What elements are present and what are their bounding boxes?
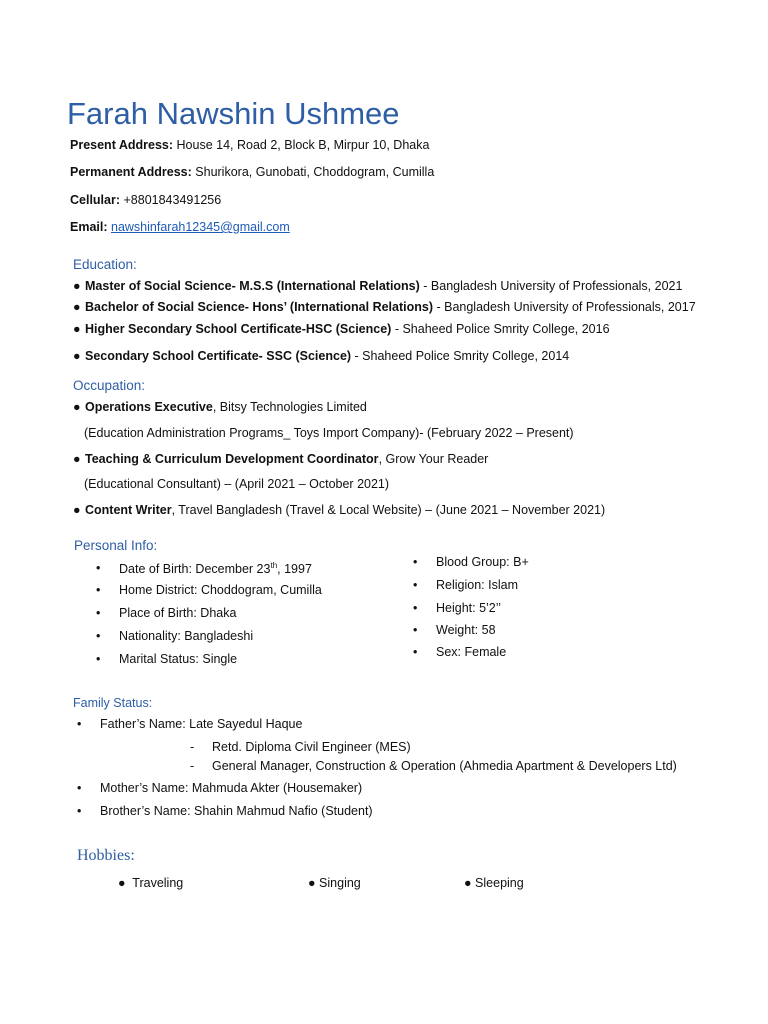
list-bullet-icon: • [413,555,418,569]
personal-info-item: Marital Status: Single [119,652,238,666]
email [70,220,290,234]
occupation-role: Teaching & Curriculum Development Coordinator [85,452,379,466]
education-detail: - Bangladesh University of Professionals, 2021 [419,279,683,293]
list-bullet-icon: • [413,578,418,592]
personal-dob [119,561,312,576]
bullet-icon: ● [73,279,81,293]
list-bullet-icon: • [413,645,418,659]
dob-suffix-sup: th [270,561,278,570]
education-title: Secondary School Certificate- SSC (Science) [85,349,352,363]
permanent-address [70,165,434,179]
hobby-item [308,876,361,890]
education-item [73,279,682,293]
education-item [73,322,610,336]
occupation-org: , Grow Your Reader [378,452,489,466]
bullet-icon: ● [73,349,81,363]
education-title: Higher Secondary School Certificate-HSC (Science) [85,322,392,336]
page-title: Farah Nawshin Ushmee [67,96,400,131]
personal-info-item: Home District: Choddogram, Cumilla [119,583,322,597]
bullet-icon: ● [73,300,81,314]
permanent-address-value: Shurikora, Gunobati, Choddogram, Cumilla [195,165,435,179]
education-detail: - Shaheed Police Smrity College, 2014 [351,349,570,363]
bullet-icon: ● [308,876,316,890]
education-detail: - Shaheed Police Smrity College, 2016 [391,322,610,336]
dash-icon: - [190,759,195,773]
list-bullet-icon: • [96,561,101,575]
present-address-label: Present Address: [70,138,174,152]
list-bullet-icon: • [77,781,82,795]
bullet-icon: ● [73,503,81,517]
personal-info-heading: Personal Info: [74,538,158,553]
hobby-label: Traveling [132,876,184,890]
list-bullet-icon: • [96,583,101,597]
education-item [73,300,696,314]
personal-info-item: Sex: Female [436,645,507,659]
occupation-org: , Bitsy Technologies Limited [212,400,367,414]
hobby-label: Sleeping [475,876,524,890]
personal-info-item: Religion: Islam [436,578,518,592]
list-bullet-icon: • [77,804,82,818]
mother-name: Mother’s Name: Mahmuda Akter (Housemaker) [100,781,363,795]
father-detail: Retd. Diploma Civil Engineer (MES) [212,740,411,754]
father-detail: General Manager, Construction & Operation (Ahmedia Apartment & Developers Ltd) [212,759,677,773]
occupation-detail: (Education Administration Programs_ Toys Import Company)- (February 2022 – Present) [84,426,574,440]
bullet-icon: ● [73,400,81,414]
list-bullet-icon: • [413,601,418,615]
occupation-role: Content Writer [85,503,172,517]
dash-icon: - [190,740,195,754]
personal-info-item: Blood Group: B+ [436,555,529,569]
cellular [70,193,221,207]
list-bullet-icon: • [77,717,82,731]
education-title: Master of Social Science- M.S.S (International Relations) [85,279,420,293]
bullet-icon: ● [464,876,472,890]
list-bullet-icon: • [96,652,101,666]
hobbies-heading: Hobbies: [77,847,135,864]
education-detail: - Bangladesh University of Professionals, 2017 [433,300,696,314]
education-item [73,349,569,363]
present-address [70,138,429,152]
personal-info-item: Nationality: Bangladeshi [119,629,254,643]
hobby-label: Singing [319,876,361,890]
present-address-value: House 14, Road 2, Block B, Mirpur 10, Dhaka [176,138,430,152]
brother-name: Brother’s Name: Shahin Mahmud Nafio (Student) [100,804,373,818]
bullet-icon: ● [73,322,81,336]
personal-info-item: Height: 5’2’’ [436,601,502,615]
cellular-label: Cellular: [70,193,121,207]
occupation-detail: (Educational Consultant) – (April 2021 – October 2021) [84,477,390,491]
list-bullet-icon: • [96,606,101,620]
list-bullet-icon: • [413,623,418,637]
occupation-heading: Occupation: [73,378,146,393]
occupation-item [73,400,367,414]
family-status-heading: Family Status: [73,696,153,710]
personal-info-item: Place of Birth: Dhaka [119,606,237,620]
occupation-item [73,503,605,517]
bullet-icon: ● [118,876,126,890]
personal-info-item: Weight: 58 [436,623,496,637]
father-name: Father’s Name: Late Sayedul Haque [100,717,303,731]
dob-text: Date of Birth: December 23 [119,562,271,577]
email-link[interactable]: nawshinfarah12345@gmail.com [111,220,290,234]
occupation-item [73,452,488,466]
permanent-address-label: Permanent Address: [70,165,192,179]
hobby-item [464,876,524,890]
email-label: Email: [70,220,108,234]
education-heading: Education: [73,257,137,272]
occupation-org: , Travel Bangladesh (Travel & Local Website) – (June 2021 – November 2021) [171,503,606,517]
bullet-icon: ● [73,452,81,466]
education-title: Bachelor of Social Science- Hons’ (International Relations) [85,300,433,314]
dob-year: , 1997 [277,562,312,577]
hobby-item [118,876,183,890]
occupation-role: Operations Executive [85,400,213,414]
list-bullet-icon: • [96,629,101,643]
cellular-value: +8801843491256 [123,193,222,207]
